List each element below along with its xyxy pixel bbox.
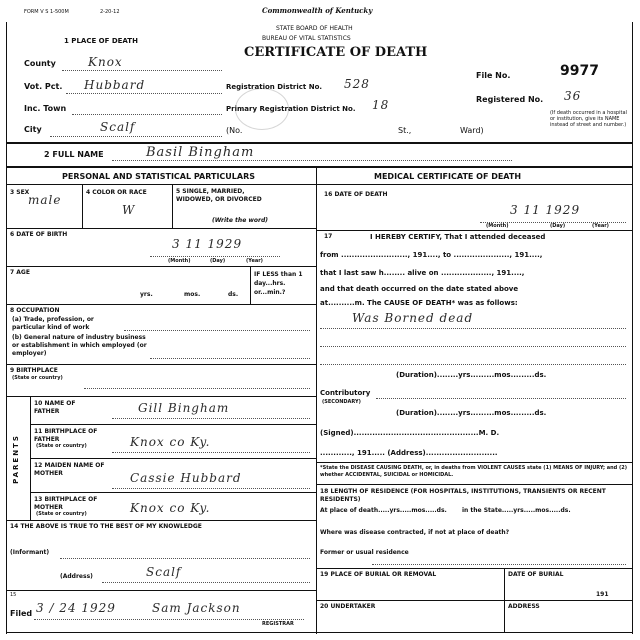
informant-label: (Informant) xyxy=(10,549,50,556)
city-value: Scalf xyxy=(100,120,136,134)
dob-month: (Month) xyxy=(168,258,191,264)
filed-value: 3 / 24 1929 xyxy=(36,601,116,615)
father-birthplace-label: 11 BIRTHPLACE OF FATHER xyxy=(34,428,98,443)
city-label: City xyxy=(24,125,42,134)
right-border xyxy=(632,22,633,634)
no-label: (No. xyxy=(226,126,243,135)
date-of-death-label: 16 DATE OF DEATH xyxy=(324,191,388,198)
form-date: 2-20-12 xyxy=(100,9,120,15)
marital-label: 5 SINGLE, MARRIED, WIDOWED, OR DIVORCED xyxy=(176,188,262,203)
from-line: from ........................., 191...., to ....................., 191...., xyxy=(320,251,543,259)
county-value: Knox xyxy=(88,55,123,69)
mother-name-value: Cassie Hubbard xyxy=(130,471,242,485)
in-the-state: in the State.....yrs.....mos.....ds. xyxy=(462,507,571,514)
personal-heading: PERSONAL AND STATISTICAL PARTICULARS xyxy=(62,172,256,181)
father-name-label: 10 NAME OF FATHER xyxy=(34,400,76,415)
burial-year: 191 xyxy=(596,591,609,598)
address-label: (Address) xyxy=(60,573,93,580)
secondary-label: (SECONDARY) xyxy=(322,399,361,405)
left-border xyxy=(6,22,7,634)
duration-line-2: (Duration)........yrs.........mos.........ds. xyxy=(396,409,547,417)
commonwealth-title: Commonwealth of Kentucky xyxy=(262,6,373,15)
full-name-value: Basil Bingham xyxy=(146,145,255,160)
column-divider xyxy=(316,166,317,634)
occurred-line: and that death occurred on the date stated above xyxy=(320,285,519,293)
margin-15: 15 xyxy=(10,592,17,598)
age-label: 7 AGE xyxy=(10,269,30,276)
duration-line: (Duration)........yrs.........mos.........ds. xyxy=(396,371,547,379)
mother-birthplace-note: (State or country) xyxy=(36,511,87,517)
place-of-death-heading: 1 PLACE OF DEATH xyxy=(64,37,138,45)
dob-day: (Day) xyxy=(210,258,226,264)
primary-reg-label: Primary Registration District No. xyxy=(226,105,356,113)
filed-label: Filed xyxy=(10,609,33,618)
dob-value: 3 11 1929 xyxy=(172,237,243,251)
age-mos: mos. xyxy=(184,291,201,298)
st-label: St., xyxy=(398,126,412,135)
less-than-label: IF LESS than 1 day...hrs. or...min.? xyxy=(254,271,303,296)
primary-reg-value: 18 xyxy=(372,98,390,112)
inc-town-label: Inc. Town xyxy=(24,104,67,113)
vot-pct-value: Hubbard xyxy=(84,78,146,92)
disease-contracted: Where was disease contracted, if not at place of death? xyxy=(320,529,510,536)
cause-of-death-value: Was Borned dead xyxy=(352,311,474,325)
registered-no-value: 36 xyxy=(564,89,582,103)
at-place-of-death: At place of death.....yrs.....mos.....ds. xyxy=(320,507,447,514)
true-statement-label: 14 THE ABOVE IS TRUE TO THE BEST OF MY KNOWLEDGE xyxy=(10,523,202,530)
certify-number: 17 xyxy=(324,233,333,240)
registered-no-label: Registered No. xyxy=(476,95,544,104)
state-board: STATE BOARD OF HEALTH xyxy=(276,25,353,32)
registrar-signature: Sam Jackson xyxy=(152,601,241,615)
undertaker-address-label: ADDRESS xyxy=(508,603,540,610)
county-label: County xyxy=(24,59,56,68)
dod-day: (Day) xyxy=(550,223,566,229)
age-ds: ds. xyxy=(228,291,239,298)
former-residence: Former or usual residence xyxy=(320,549,409,556)
vot-pct-label: Vot. Pct. xyxy=(24,82,63,91)
registrar-label: REGISTRAR xyxy=(262,621,294,627)
reg-district-value: 528 xyxy=(344,77,370,91)
marital-note: (Write the word) xyxy=(212,217,269,224)
full-name-label: 2 FULL NAME xyxy=(44,150,104,159)
burial-place-label: 19 PLACE OF BURIAL OR REMOVAL xyxy=(320,571,437,578)
color-label: 4 COLOR OR RACE xyxy=(86,189,147,196)
father-name-value: Gill Bingham xyxy=(138,401,230,415)
burial-date-label: DATE OF BURIAL xyxy=(508,571,564,578)
certificate-title: CERTIFICATE OF DEATH xyxy=(244,45,428,60)
birthplace-note: (State or country) xyxy=(12,375,63,381)
mother-birthplace-value: Knox co Ky. xyxy=(130,501,211,515)
cause-footnote: *State the DISEASE CAUSING DEATH, or, in deaths from VIOLENT CAUSES state (1) MEANS OF INJURY; and (2) whether ACCIDENTAL, SUICIDAL or HOMICIDAL. xyxy=(320,465,628,478)
dod-year: (Year) xyxy=(592,223,609,229)
signed-line: (Signed)...............................................M. D. xyxy=(320,429,500,437)
undertaker-label: 20 UNDERTAKER xyxy=(320,603,376,610)
date-address-line: ............, 191..... (Address)........................... xyxy=(320,449,498,457)
occupation-a: (a) Trade, profession, or particular kind of work xyxy=(12,316,94,331)
mother-birthplace-label: 13 BIRTHPLACE OF MOTHER xyxy=(34,496,98,511)
file-no-label: File No. xyxy=(476,71,511,80)
dob-label: 6 DATE OF BIRTH xyxy=(10,231,68,238)
cause-line: at..........m. The CAUSE OF DEATH* was as follows: xyxy=(320,299,518,307)
certify-text: I HEREBY CERTIFY, That I attended deceased xyxy=(370,233,546,241)
contributory-label: Contributory xyxy=(320,389,371,397)
sex-label: 3 SEX xyxy=(10,189,30,196)
parents-side-label: PARENTS xyxy=(12,434,21,484)
last-saw-line: that I last saw h........ alive on ..................., 191...., xyxy=(320,269,525,277)
form-number: FORM V S 1-500M xyxy=(24,9,69,15)
father-birthplace-value: Knox co Ky. xyxy=(130,435,211,449)
dob-year: (Year) xyxy=(246,258,263,264)
dod-month: (Month) xyxy=(486,223,509,229)
date-of-death-value: 3 11 1929 xyxy=(510,203,581,217)
bureau: BUREAU OF VITAL STATISTICS xyxy=(262,35,351,42)
birthplace-label: 9 BIRTHPLACE xyxy=(10,367,58,374)
hospital-note: (If death occurred in a hospital or institution, give its NAME instead of street and number.) xyxy=(550,110,627,128)
medical-heading: MEDICAL CERTIFICATE OF DEATH xyxy=(374,172,522,181)
mother-name-label: 12 MAIDEN NAME OF MOTHER xyxy=(34,462,105,477)
address-value: Scalf xyxy=(146,565,182,579)
color-value: W xyxy=(122,203,136,217)
reg-district-label: Registration District No. xyxy=(226,83,323,91)
ward-label: Ward) xyxy=(460,126,484,135)
occupation-b: (b) General nature of industry business or establishment in which employed (or employer) xyxy=(12,334,147,357)
residence-label: 18 LENGTH OF RESIDENCE (FOR HOSPITALS, INSTITUTIONS, TRANSIENTS OR RECENT RESIDENTS) xyxy=(320,488,606,503)
age-yrs: yrs. xyxy=(140,291,153,298)
father-birthplace-note: (State or country) xyxy=(36,443,87,449)
occupation-label: 8 OCCUPATION xyxy=(10,307,60,314)
bottom-border xyxy=(6,632,632,633)
sex-value: male xyxy=(28,193,62,207)
file-no-value: 9977 xyxy=(560,63,599,79)
